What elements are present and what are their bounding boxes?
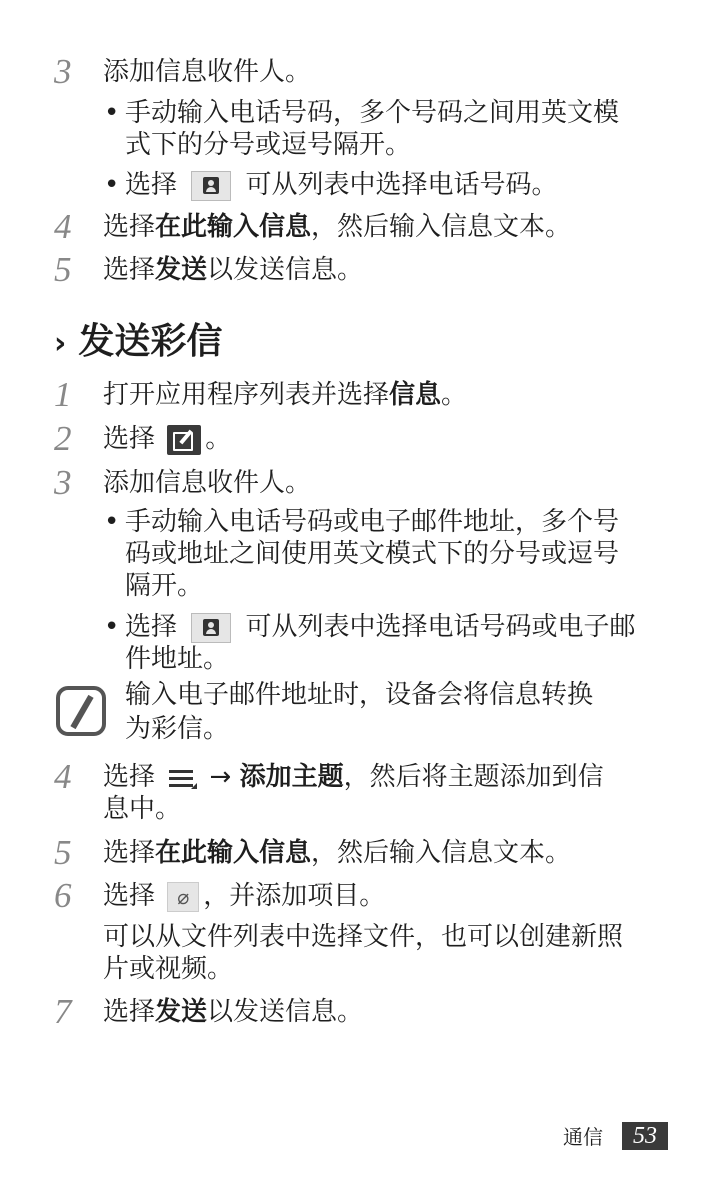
step-number: 7: [54, 992, 72, 1031]
arrow-text: →: [209, 762, 232, 792]
step-number: 3: [54, 52, 72, 91]
bullet-text: 手动输入电话号码，多个号码之间用英文模: [125, 98, 620, 128]
step-number: 5: [54, 250, 72, 289]
step-text: 添加信息收件人。: [103, 468, 312, 498]
bullet-dot: •: [104, 170, 120, 200]
step-text: 。: [441, 380, 468, 410]
bullet-text: 可从列表中选择电话号码或电子邮: [245, 612, 636, 642]
step-text: 选择: [103, 212, 156, 242]
bullet-dot: •: [104, 507, 120, 537]
paperclip-icon: ⌀: [167, 882, 199, 912]
step-text: 打开应用程序列表并选择: [103, 380, 390, 410]
menu-icon: [167, 767, 197, 789]
footer-section-label: 通信: [563, 1125, 603, 1149]
step-text: ，然后输入信息文本。: [311, 838, 572, 868]
step-line: [103, 760, 604, 794]
bullet-text: 隔开。: [125, 571, 204, 601]
bullet-text: 件地址。: [125, 644, 230, 674]
step-line: [103, 253, 363, 287]
section-heading: [54, 318, 222, 368]
bullet-dot: •: [104, 98, 120, 128]
step-text: 选择: [103, 762, 156, 792]
step-bold-text: 在此输入信息: [155, 212, 312, 242]
bullet-line: [125, 610, 636, 644]
contact-icon: [191, 613, 231, 643]
step-text: 选择: [103, 881, 156, 911]
step-number: 1: [54, 375, 72, 414]
step-number: 5: [54, 833, 72, 872]
step-bold-text: 发送: [155, 255, 208, 285]
step-number: 3: [54, 463, 72, 502]
step-bold-text: 在此输入信息: [155, 838, 312, 868]
step-line: [103, 995, 363, 1029]
step-number: 4: [54, 207, 72, 246]
bullet-text: 式下的分号或逗号隔开。: [125, 130, 412, 160]
step-bold-text: 信息: [389, 380, 442, 410]
step-text: 添加信息收件人。: [103, 57, 312, 87]
contact-icon: [191, 171, 231, 201]
step-text: 选择: [103, 997, 156, 1027]
page-number: 53: [622, 1122, 668, 1150]
step-text: ，然后输入信息文本。: [311, 212, 572, 242]
step-text: 选择: [103, 424, 156, 454]
step-line: [103, 378, 467, 412]
step-number: 6: [54, 876, 72, 915]
step-number: 2: [54, 419, 72, 458]
step-text: 息中。: [103, 794, 182, 824]
section-title: 发送彩信: [78, 321, 223, 362]
step-number: 4: [54, 757, 72, 796]
bullet-text: 选择: [125, 612, 178, 642]
bullet-text: 手动输入电话号码或电子邮件地址，多个号: [125, 507, 620, 537]
step-description: 片或视频。: [103, 954, 234, 984]
step-text: 选择: [103, 838, 156, 868]
step-line: [103, 210, 571, 244]
step-text: ，并添加项目。: [203, 881, 386, 911]
step-line: [103, 836, 571, 870]
step-line: [103, 422, 231, 456]
bullet-line: [125, 168, 558, 202]
note-icon: [56, 686, 106, 736]
step-description: 可以从文件列表中选择文件，也可以创建新照: [103, 922, 624, 952]
chevron-right-icon: ›: [54, 326, 67, 361]
step-text: 以发送信息。: [207, 997, 364, 1027]
bullet-text: 可从列表中选择电话号码。: [245, 170, 558, 200]
step-bold-text: 添加主题: [239, 762, 344, 792]
bullet-dot: •: [104, 612, 120, 642]
bullet-text: 选择: [125, 170, 178, 200]
step-text: ，然后将主题添加到信: [343, 762, 604, 792]
compose-icon: [167, 425, 201, 455]
step-text: 选择: [103, 255, 156, 285]
step-line: [103, 879, 385, 913]
step-text: 。: [205, 424, 232, 454]
note-text: 为彩信。: [125, 714, 230, 744]
step-text: 以发送信息。: [207, 255, 364, 285]
bullet-text: 码或地址之间使用英文模式下的分号或逗号: [125, 539, 620, 569]
note-text: 输入电子邮件地址时，设备会将信息转换: [125, 680, 594, 710]
step-bold-text: 发送: [155, 997, 208, 1027]
